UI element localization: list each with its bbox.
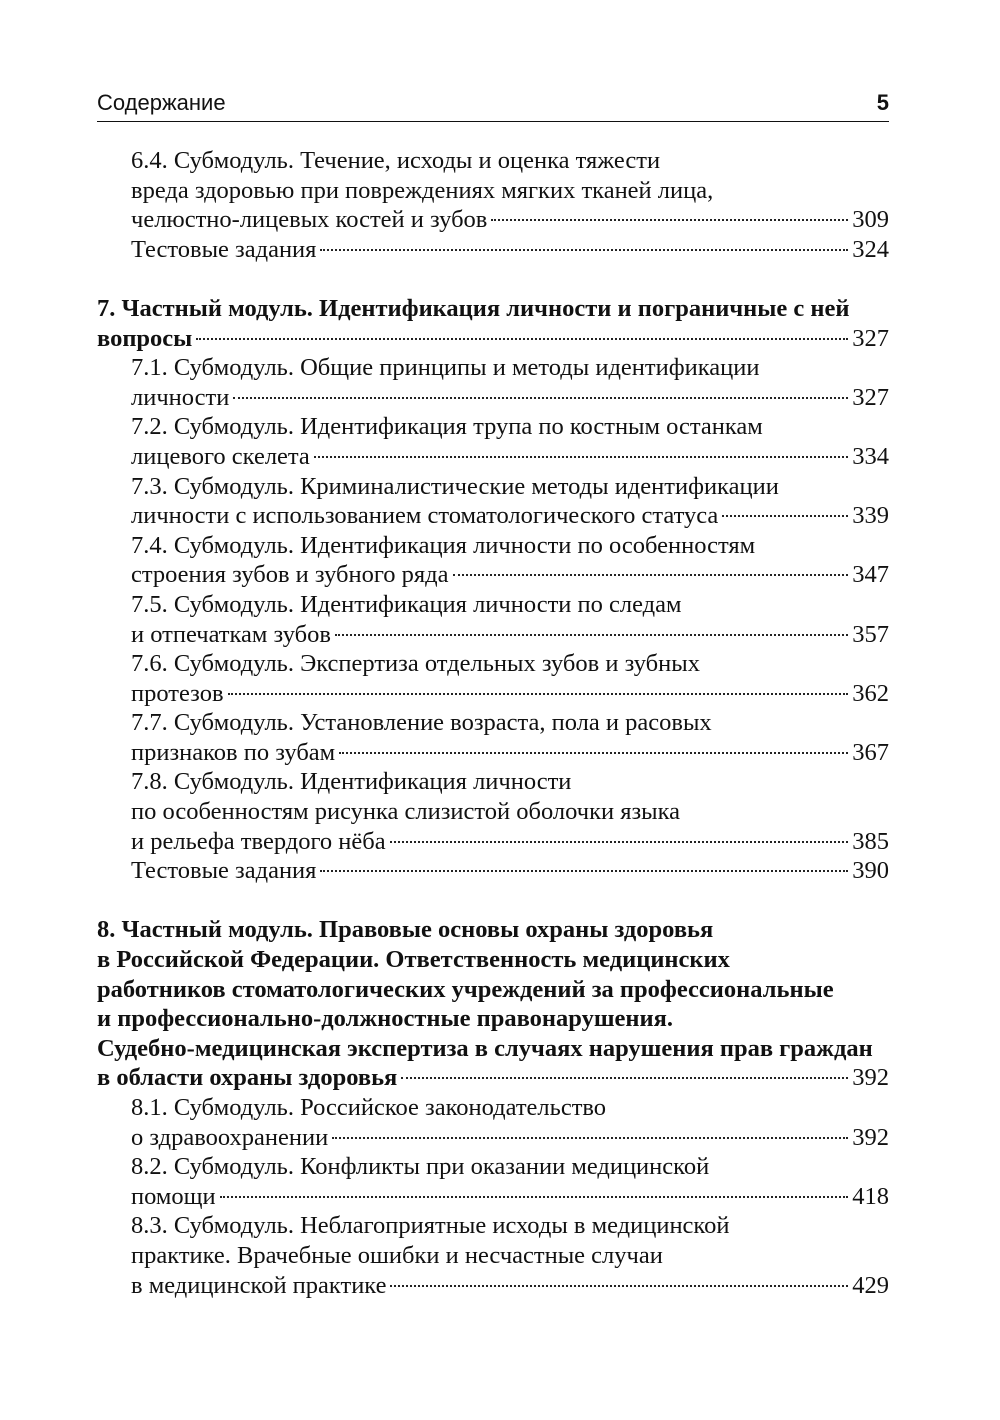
toc-entry-text: признаков по зубам (131, 738, 336, 766)
dot-leader (220, 1196, 849, 1198)
toc-subsection-entry[interactable] (97, 856, 889, 886)
running-header (97, 88, 889, 122)
toc-entry-text: вопросы (97, 324, 193, 352)
toc-entry-text: 7.5. Субмодуль. Идентификация личности по следам (131, 590, 682, 618)
toc-page-number: 357 (852, 620, 889, 648)
toc-subsection-entry[interactable] (97, 472, 889, 531)
toc-entry-text: 8.3. Субмодуль. Неблагоприятные исходы в медицинской (131, 1212, 730, 1240)
toc-page-number: 390 (852, 857, 889, 885)
toc-subsection-entry[interactable] (97, 1093, 889, 1152)
toc-page-number: 339 (852, 502, 889, 530)
toc-entry-text: работников стоматологических учреждений за профессиональные (97, 975, 834, 1003)
toc-entry-text: в медицинской практике (131, 1271, 387, 1299)
toc-page-number: 334 (852, 442, 889, 470)
toc-chapter-entry[interactable] (97, 294, 889, 353)
toc-entry-last-line (131, 383, 889, 413)
toc-entry-text: личности с использованием стоматологического статуса (131, 502, 719, 530)
toc-subsection-entry[interactable] (97, 412, 889, 471)
dot-leader (314, 456, 848, 458)
dot-leader (390, 1285, 848, 1287)
dot-leader (453, 574, 849, 576)
toc-subsection-entry[interactable] (97, 146, 889, 235)
dot-leader (339, 752, 848, 754)
toc-entry-text: в Российской Федерации. Ответственность медицинских (97, 946, 730, 974)
toc-page-number: 367 (852, 738, 889, 766)
dot-leader (320, 870, 848, 872)
toc-entry-text: 7.1. Субмодуль. Общие принципы и методы идентификации (131, 354, 760, 382)
toc-entry-last-line (131, 1271, 889, 1301)
toc-entry-text: Тестовые задания (131, 235, 317, 263)
toc-entry-text: в области охраны здоровья (97, 1064, 398, 1092)
toc-entry-text: 6.4. Субмодуль. Течение, исходы и оценка тяжести (131, 147, 661, 174)
toc-page-number: 347 (852, 561, 889, 589)
toc-subsection-entry[interactable] (97, 531, 889, 590)
toc-entry-last-line (131, 235, 889, 265)
header-title: Содержание (97, 90, 226, 115)
toc-entry-text: строения зубов и зубного ряда (131, 561, 449, 589)
toc-entry-text: личности (131, 383, 230, 411)
toc-entry-last-line (97, 324, 889, 354)
toc-entry-last-line (131, 501, 889, 531)
toc-entry-last-line (131, 856, 889, 886)
toc-entry-text: и рельефа твердого нёба (131, 827, 386, 855)
toc-entry-text: протезов (131, 679, 224, 707)
toc-entry-last-line (131, 827, 889, 857)
toc-entry-text: 8.1. Субмодуль. Российское законодательство (131, 1094, 607, 1121)
toc-subsection-entry[interactable] (97, 353, 889, 412)
dot-leader (332, 1137, 848, 1139)
toc-chapter-entry[interactable] (97, 915, 889, 1093)
toc-entry-text: и профессионально-должностные правонарушения. (97, 1005, 674, 1033)
toc-page-number: 327 (852, 383, 889, 411)
toc-entry-text: помощи (131, 1182, 216, 1210)
toc-entry-last-line (131, 738, 889, 768)
toc-entry-text: 7. Частный модуль. Идентификация личности и пограничные с ней (97, 294, 850, 322)
toc-subsection-entry[interactable] (97, 767, 889, 856)
toc-entry-last-line (131, 205, 889, 235)
toc-entry-text: и отпечаткам зубов (131, 620, 331, 648)
dot-leader (491, 219, 848, 221)
toc-page-number: 392 (852, 1064, 889, 1092)
toc-entry-text: 7.8. Субмодуль. Идентификация личности (131, 768, 572, 796)
toc-entry-text: 8.2. Субмодуль. Конфликты при оказании медицинской (131, 1153, 710, 1181)
table-of-contents (97, 146, 889, 1300)
toc-page-number: 429 (852, 1271, 889, 1299)
dot-leader (335, 634, 848, 636)
toc-subsection-entry[interactable] (97, 590, 889, 649)
toc-subsection-entry[interactable] (97, 1152, 889, 1211)
toc-subsection-entry[interactable] (97, 649, 889, 708)
toc-page-number: 385 (852, 827, 889, 855)
toc-subsection-entry[interactable] (97, 235, 889, 265)
toc-subsection-entry[interactable] (97, 1211, 889, 1300)
toc-entry-text: вреда здоровью при повреждениях мягких тканей лица, (131, 176, 714, 204)
toc-page-number: 418 (852, 1182, 889, 1210)
toc-entry-last-line (131, 1182, 889, 1212)
dot-leader (320, 249, 848, 251)
toc-entry-last-line (131, 679, 889, 709)
toc-subsection-entry[interactable] (97, 708, 889, 767)
dot-leader (228, 693, 849, 695)
dot-leader (196, 338, 848, 340)
toc-entry-text: 8. Частный модуль. Правовые основы охраны здоровья (97, 916, 714, 944)
toc-entry-text: о здравоохранении (131, 1123, 329, 1151)
header-page-number: 5 (876, 90, 889, 115)
toc-page-number: 392 (852, 1123, 889, 1151)
toc-entry-last-line (131, 1123, 889, 1153)
toc-entry-text: Судебно-медицинская экспертиза в случаях нарушения прав граждан (97, 1034, 873, 1062)
toc-page-number: 327 (852, 324, 889, 352)
toc-entry-text: по особенностям рисунка слизистой оболочки языка (131, 798, 681, 826)
toc-entry-text: 7.4. Субмодуль. Идентификация личности по особенностям (131, 531, 756, 559)
toc-entry-text: Тестовые задания (131, 857, 317, 885)
toc-entry-last-line (131, 620, 889, 650)
toc-entry-text: 7.6. Субмодуль. Экспертиза отдельных зубов и зубных (131, 650, 700, 678)
toc-entry-text: 7.3. Субмодуль. Криминалистические методы идентификации (131, 472, 779, 500)
toc-page-number: 309 (852, 206, 889, 234)
dot-leader (233, 397, 848, 399)
toc-entry-text: 7.7. Субмодуль. Установление возраста, пола и расовых (131, 709, 712, 737)
dot-leader (401, 1077, 848, 1079)
dot-leader (722, 515, 848, 517)
toc-entry-text: челюстно-лицевых костей и зубов (131, 206, 488, 234)
dot-leader (390, 841, 849, 843)
toc-entry-last-line (97, 1063, 889, 1093)
toc-entry-text: лицевого скелета (131, 442, 310, 470)
toc-entry-text: практике. Врачебные ошибки и несчастные случаи (131, 1241, 663, 1269)
toc-entry-last-line (131, 442, 889, 472)
toc-entry-last-line (131, 560, 889, 590)
toc-page-number: 324 (852, 235, 889, 263)
toc-page-number: 362 (852, 679, 889, 707)
toc-entry-text: 7.2. Субмодуль. Идентификация трупа по костным останкам (131, 413, 763, 441)
